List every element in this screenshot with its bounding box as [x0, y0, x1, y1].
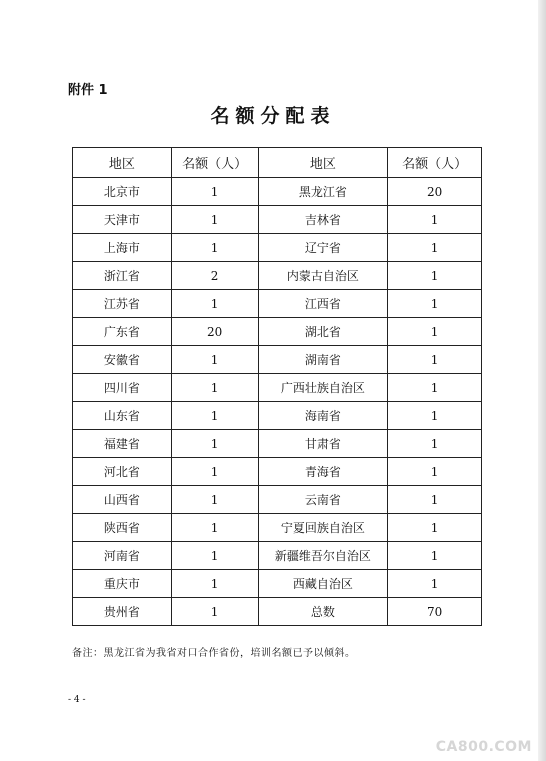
- cell-quota: 1: [171, 290, 258, 318]
- cell-quota: 1: [388, 318, 482, 346]
- cell-quota: 1: [388, 458, 482, 486]
- cell-region: 青海省: [258, 458, 388, 486]
- table-body: [73, 178, 482, 626]
- cell-region: 总数: [258, 598, 388, 626]
- cell-region: 浙江省: [73, 262, 172, 290]
- cell-region: 福建省: [73, 430, 172, 458]
- cell-region: 重庆市: [73, 570, 172, 598]
- cell-quota: 1: [388, 290, 482, 318]
- cell-region: 广西壮族自治区: [258, 374, 388, 402]
- cell-quota: 20: [388, 178, 482, 206]
- cell-region: 安徽省: [73, 346, 172, 374]
- table-row: [73, 374, 482, 402]
- cell-quota: 2: [171, 262, 258, 290]
- cell-quota: 1: [171, 542, 258, 570]
- cell-region: 海南省: [258, 402, 388, 430]
- table-row: [73, 542, 482, 570]
- quota-table: [72, 147, 482, 626]
- cell-region: 宁夏回族自治区: [258, 514, 388, 542]
- cell-quota: 1: [388, 486, 482, 514]
- cell-quota: 1: [171, 206, 258, 234]
- cell-quota: 1: [388, 542, 482, 570]
- cell-quota: 1: [388, 430, 482, 458]
- table-row: [73, 430, 482, 458]
- table-row: [73, 514, 482, 542]
- cell-region: 陕西省: [73, 514, 172, 542]
- attachment-label: 附件 1: [68, 83, 108, 98]
- cell-region: 江苏省: [73, 290, 172, 318]
- cell-region: 山东省: [73, 402, 172, 430]
- cell-quota: 1: [388, 570, 482, 598]
- cell-quota: 1: [171, 598, 258, 626]
- cell-region: 天津市: [73, 206, 172, 234]
- cell-region: 河南省: [73, 542, 172, 570]
- cell-quota: 70: [388, 598, 482, 626]
- cell-quota: 1: [171, 234, 258, 262]
- cell-region: 山西省: [73, 486, 172, 514]
- cell-region: 湖南省: [258, 346, 388, 374]
- cell-quota: 1: [171, 486, 258, 514]
- cell-region: 河北省: [73, 458, 172, 486]
- table-row: [73, 178, 482, 206]
- cell-region: 甘肃省: [258, 430, 388, 458]
- table-header-row: [73, 148, 482, 178]
- cell-quota: 1: [388, 206, 482, 234]
- cell-region: 辽宁省: [258, 234, 388, 262]
- cell-quota: 1: [388, 374, 482, 402]
- cell-region: 上海市: [73, 234, 172, 262]
- column-header-region: 地区: [258, 148, 388, 178]
- cell-quota: 1: [388, 346, 482, 374]
- page-title: 名额分配表: [210, 105, 336, 127]
- cell-quota: 1: [388, 514, 482, 542]
- cell-region: 吉林省: [258, 206, 388, 234]
- table-row: [73, 234, 482, 262]
- table-row: [73, 318, 482, 346]
- cell-region: 云南省: [258, 486, 388, 514]
- cell-region: 广东省: [73, 318, 172, 346]
- table-row: [73, 598, 482, 626]
- cell-region: 黑龙江省: [258, 178, 388, 206]
- table-row: [73, 290, 482, 318]
- table-row: [73, 262, 482, 290]
- table-row: [73, 570, 482, 598]
- cell-region: 新疆维吾尔自治区: [258, 542, 388, 570]
- cell-quota: 1: [388, 402, 482, 430]
- table-row: [73, 486, 482, 514]
- cell-region: 湖北省: [258, 318, 388, 346]
- cell-quota: 1: [171, 402, 258, 430]
- cell-region: 四川省: [73, 374, 172, 402]
- cell-region: 江西省: [258, 290, 388, 318]
- table-row: [73, 402, 482, 430]
- cell-region: 北京市: [73, 178, 172, 206]
- cell-region: 西藏自治区: [258, 570, 388, 598]
- cell-quota: 1: [171, 570, 258, 598]
- cell-quota: 1: [388, 234, 482, 262]
- page-number: - 4 -: [68, 695, 86, 705]
- cell-quota: 20: [171, 318, 258, 346]
- table-row: [73, 458, 482, 486]
- table-row: [73, 206, 482, 234]
- column-header-quota: 名额（人）: [171, 148, 258, 178]
- cell-quota: 1: [171, 374, 258, 402]
- cell-quota: 1: [171, 458, 258, 486]
- cell-region: 贵州省: [73, 598, 172, 626]
- table-row: [73, 346, 482, 374]
- cell-quota: 1: [388, 262, 482, 290]
- cell-quota: 1: [171, 178, 258, 206]
- footnote: 备注：黑龙江省为我省对口合作省份，培训名额已予以倾斜。: [72, 648, 356, 659]
- cell-region: 内蒙古自治区: [258, 262, 388, 290]
- cell-quota: 1: [171, 430, 258, 458]
- cell-quota: 1: [171, 346, 258, 374]
- column-header-region: 地区: [73, 148, 172, 178]
- watermark: CA800.COM: [435, 739, 532, 755]
- column-header-quota: 名额（人）: [388, 148, 482, 178]
- cell-quota: 1: [171, 514, 258, 542]
